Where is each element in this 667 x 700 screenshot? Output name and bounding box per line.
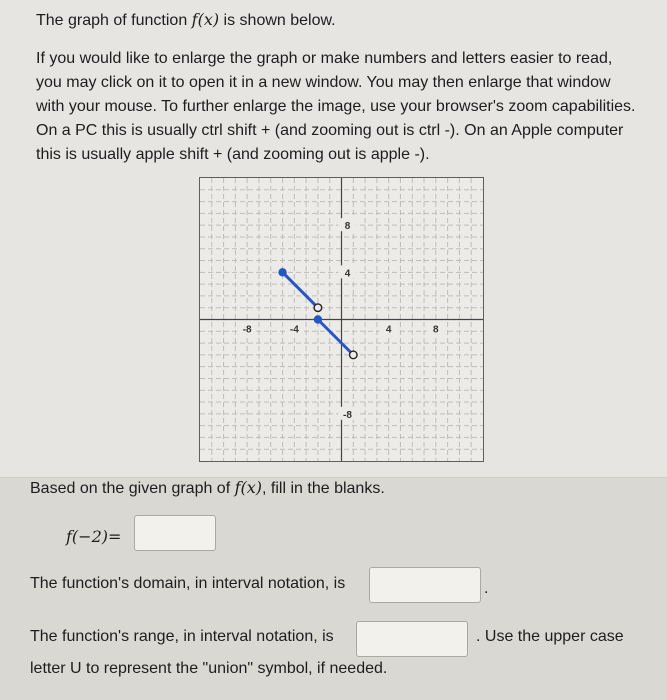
range-label: The function's range, in interval notation, is [30, 628, 334, 645]
fill-in-section [0, 478, 667, 700]
function-graph[interactable] [199, 177, 484, 462]
x-tick-label: 8 [433, 324, 439, 336]
question-title: The graph of function f(x) is shown below. [36, 10, 336, 29]
domain-period: . [484, 580, 489, 597]
x-tick-label: -4 [289, 324, 299, 336]
domain-label: The function's domain, in interval notation, is [30, 575, 346, 592]
y-tick-label: 8 [344, 221, 351, 233]
segment-1-closed-point [278, 268, 286, 276]
f-of-minus-2-label: f(−2)= [66, 527, 122, 546]
segment-1-open-point [314, 304, 322, 312]
segment-2-closed-point [314, 315, 322, 323]
x-tick-label: -8 [242, 324, 252, 336]
graph-canvas [200, 178, 483, 461]
segment-2-line [318, 320, 353, 355]
union-note: letter U to represent the "union" symbol, if needed. [30, 660, 388, 677]
f-value-input[interactable] [134, 515, 216, 551]
y-tick-label: -8 [343, 409, 352, 421]
instructions-text: If you would like to enlarge the graph or make numbers and letters easier to read, you may click on it to open it in a new window. You may then enlarge that window with your mouse. To further enlarge the image, use your browser's zoom capabilities. On a PC this is usually ctrl shift + (and zooming out is ctrl -). On an Apple computer this is usually apple shift + (and zooming out is apple -). [36, 50, 636, 163]
segment-2-open-point [349, 351, 357, 359]
fill-in-intro: Based on the given graph of f(x), fill in the blanks. [30, 478, 385, 497]
range-input[interactable] [356, 621, 468, 657]
segment-1-line [283, 272, 318, 307]
domain-input[interactable] [369, 567, 481, 603]
y-tick-label: 4 [344, 268, 351, 280]
x-tick-label: 4 [385, 324, 392, 336]
function-symbol: f(x) [191, 10, 220, 29]
range-note: . Use the upper case [476, 628, 624, 645]
